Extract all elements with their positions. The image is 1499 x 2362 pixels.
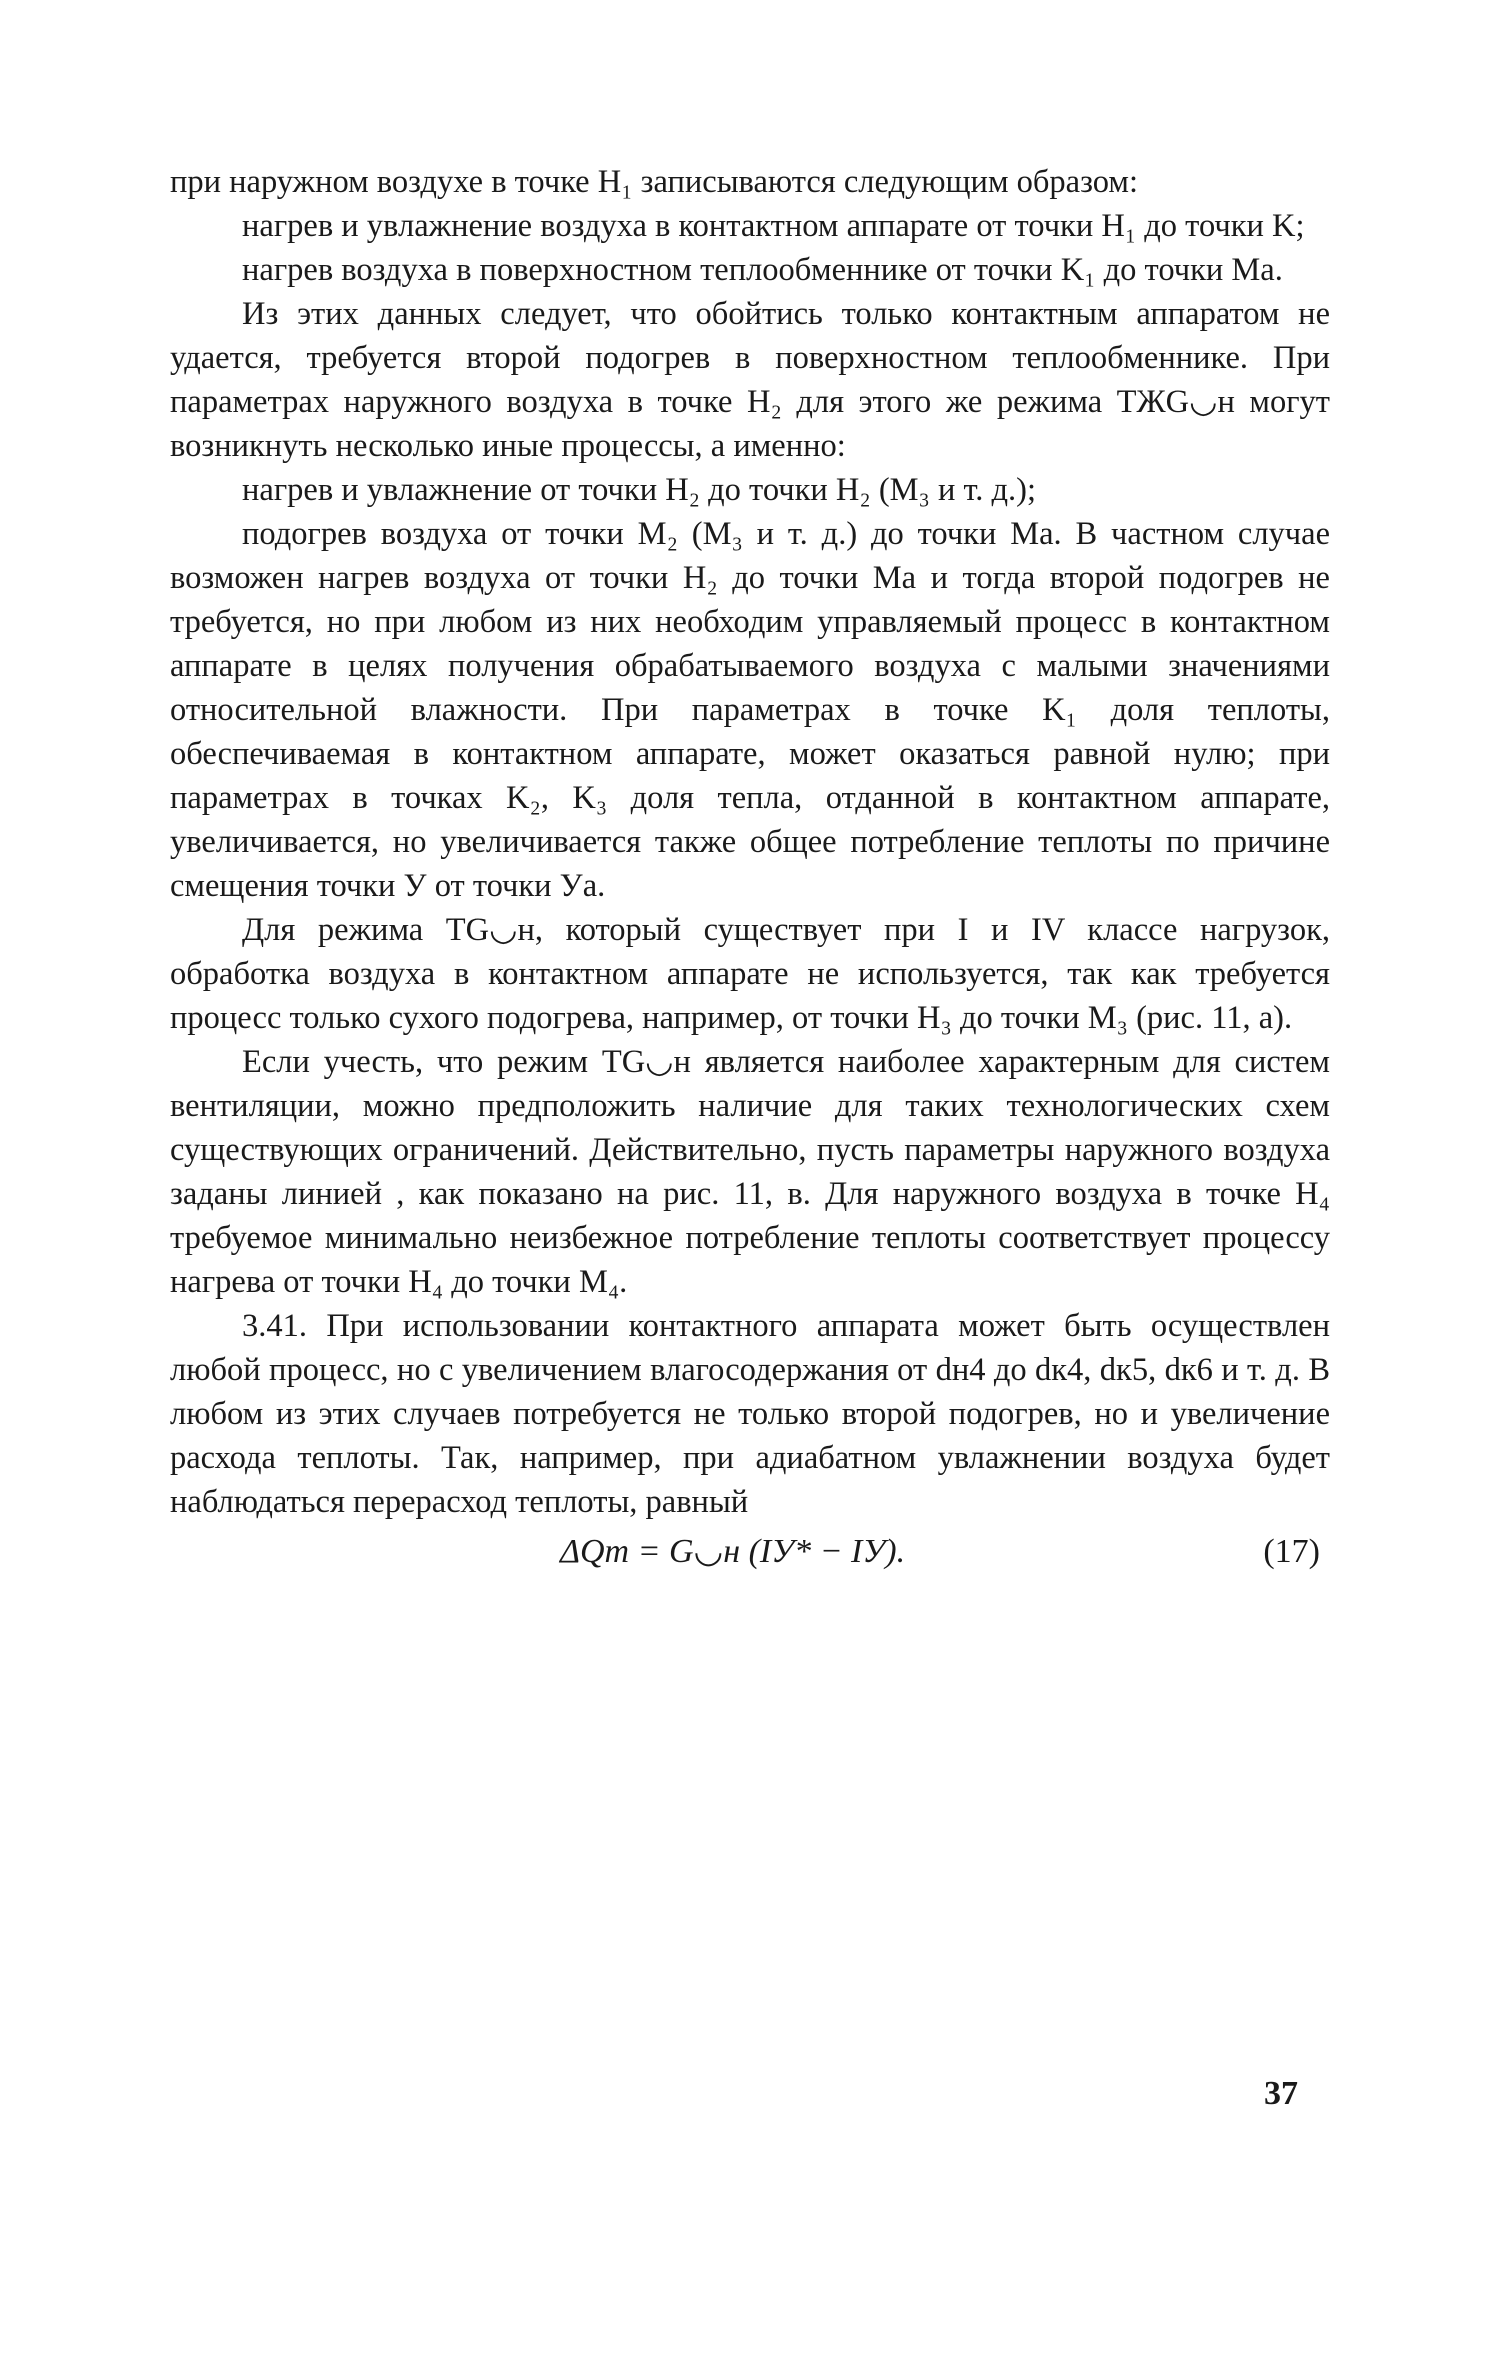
- paragraph-7: Для режима ТG◡н, который существует при I и IV классе нагрузок, обработка воздуха в контактном аппарате не используется, так как требуется процесс только сухого подогрева, например, от точки H₃ до точки M₃ (рис. 11, а).: [170, 912, 1330, 1036]
- paragraph-9: 3.41. При использовании контактного аппарата может быть осуществлен любой процесс, но с увеличением влагосодержания от dн4 до dк4, dк5, dк6 и т. д. В любом из этих случаев потребуется не только второй подогрев, но и увеличение расхода теплоты. Так, например, при адиабатном увлажнении воздуха будет наблюдаться перерасход теплоты, равный: [170, 1308, 1330, 1520]
- paragraph-3: нагрев воздуха в поверхностном теплообменнике от точки K₁ до точки Mа.: [242, 252, 1283, 288]
- formula-number: (17): [1263, 1533, 1320, 1570]
- formula-expression: ΔQт = G◡н (IУ* − IУ).: [560, 1533, 906, 1570]
- paragraph-5: нагрев и увлажнение от точки H₂ до точки H₂ (M₃ и т. д.);: [242, 472, 1037, 508]
- formula-17: [170, 1528, 1330, 1600]
- paragraph-8: Если учесть, что режим ТG◡н является наиболее характерным для систем вентиляции, можно предположить наличие для таких технологических схем существующих ограничений. Действительно, пусть параметры наружного воздуха заданы линией , как показано на рис. 11, в. Для наружного воздуха в точке H₄ требуемое минимально неизбежное потребление теплоты соответствует процессу нагрева от точки H₄ до точки M₄.: [170, 1044, 1330, 1300]
- page-number: 37: [1264, 2075, 1298, 2112]
- paragraph-1: при наружном воздухе в точке H₁ записываются следующим образом:: [170, 164, 1138, 200]
- page-body: [170, 160, 1330, 1600]
- paragraph-6: подогрев воздуха от точки M₂ (M₃ и т. д.) до точки Mа. В частном случае возможен нагрев воздуха от точки H₂ до точки Mа и тогда второй подогрев не требуется, но при любом из них необходим управляемый процесс в контактном аппарате в целях получения обрабатываемого воздуха с малыми значениями относительной влажности. При параметрах в точке K₁ доля теплоты, обеспечиваемая в контактном аппарате, может оказаться равной нулю; при параметрах в точках K₂, K₃ доля тепла, отданной в контактном аппарате, увеличивается, но увеличивается также общее потребление теплоты по причине смещения точки У от точки Уа.: [170, 516, 1330, 904]
- paragraph-4: Из этих данных следует, что обойтись только контактным аппаратом не удается, требуется второй подогрев в поверхностном теплообменнике. При параметрах наружного воздуха в точке H₂ для этого же режима ТЖG◡н могут возникнуть несколько иные процессы, а именно:: [170, 296, 1330, 464]
- paragraph-2: нагрев и увлажнение воздуха в контактном аппарате от точки H₁ до точки K;: [242, 208, 1305, 244]
